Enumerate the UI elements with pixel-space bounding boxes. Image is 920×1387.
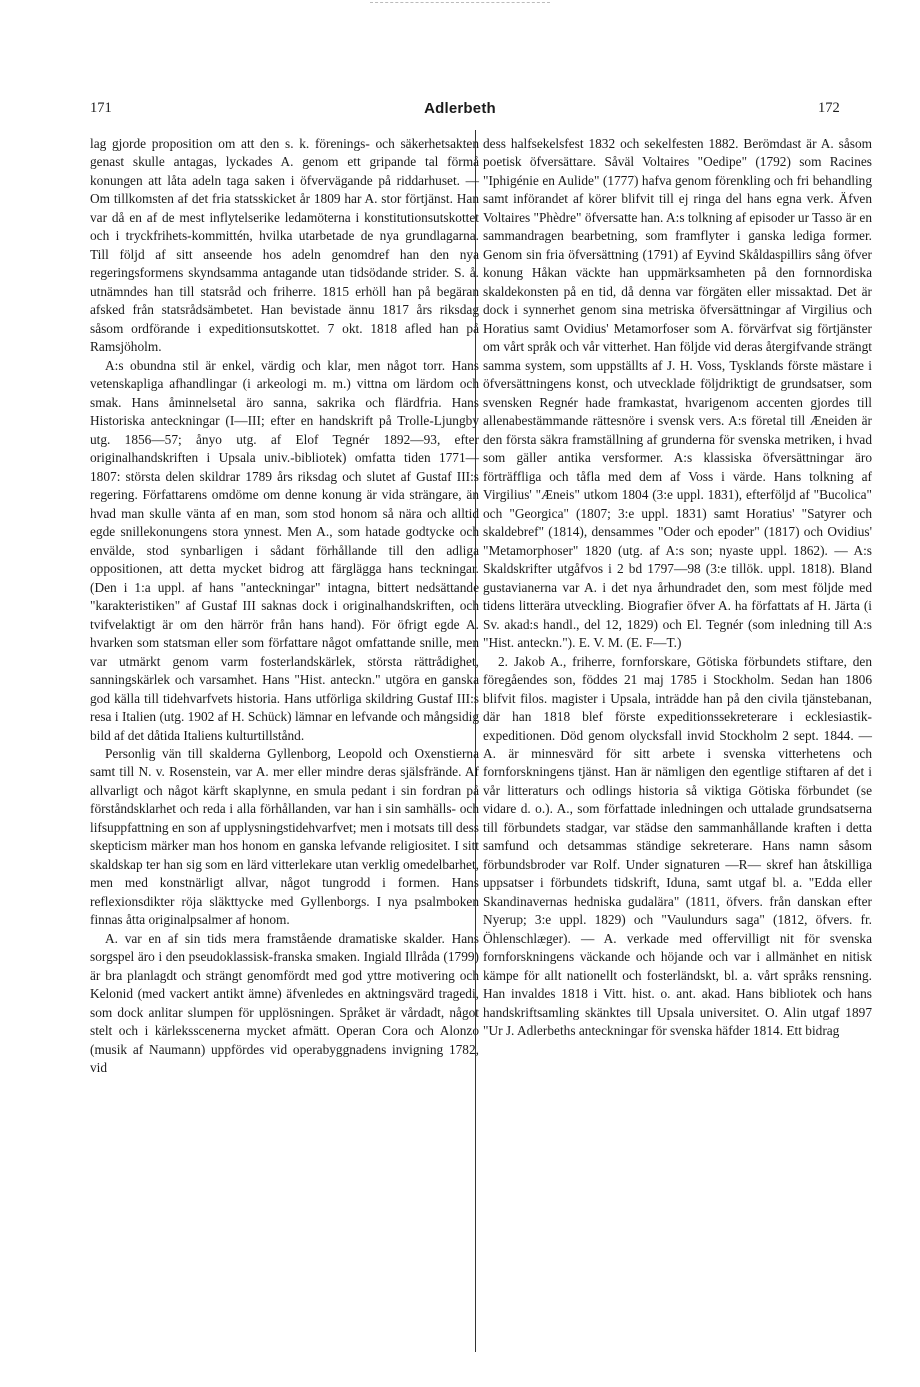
scan-top-edge-mark (370, 2, 550, 3)
running-head: Adlerbeth (424, 100, 496, 117)
paragraph: A:s obundna stil är enkel, värdig och klar, men något torr. Hans vetenskapliga afhandlingar (i arkeologi m. m.) vittna om lärdom och smak. Hans åminnelsetal äro sanna, sakrika och flärdfria. Hans Historiska anteckningar (I—III; efter en handskrift på Trolle-Ljungby utg. 1856—57; ånyo utg. af Elof Tegnér 1892—93, efter originalhandskriften i Upsala univ.-bibliotek) omfatta tiden 1771—1807: största delen skildrar 1789 års riksdag och slutet af Gustaf III:s regering. Författarens omdöme om denne konung är vida strängare, än hvad man skulle vänta af en man, som stod honom så nära och alltid egde snillekonungens stora ynnest. Men A., som hatade godtycke och envälde, stod synbarligen i sådant förhållande till den adliga oppositionen, att detta mycket bidrog att färglägga hans teckningar. (Den i 1:a uppl. af hans "anteckningar" intagna, bittert nedsättande "karakteristiken" af Gustaf III saknas dock i originalhandskriften, och tvifvelaktigt är om den härrör från hans hand). För öfrigt egde A. hvarken som statsman eller som författare något omfattande snille, men var utmärkt genom varm fosterlandskärlek, största rättrådighet, sanningskärlek och varsamhet. Hans "Hist. anteckn." utgöra en ganska god källa till tidehvarfvets historia. Hans utförliga skildring Gustaf III:s resa i Italien (utg. 1902 af H. Schück) lämnar en lefvande och mångsidig bild af det dåtida Italiens kulturtillstånd. (90, 357, 479, 743)
paragraph: A. var en af sin tids mera framstående dramatiske skalder. Hans sorgspel äro i den pseudoklassisk-franska smaken. Ingiald Illråda (1799) är bra planlagdt och strängt genomfördt med god yttre motivering och Kelonid (med vackert antikt ämne) äfvenledes en aktningsvärd tragedi, som dock anlitar slumpen för upplösningen. Språket är vårdadt, något stelt och i kärleksscenerna mycket afmätt. Operan Cora och Alonzo (musik af Naumann) uppfördes vid operabyggnadens invigning 1782, vid (90, 930, 479, 1076)
left-page-number: 171 (90, 100, 112, 116)
right-column (483, 135, 872, 1041)
paragraph: dess halfsekelsfest 1832 och sekelfesten 1882. Berömdast är A. såsom poetisk öfversättare. Såväl Voltaires "Oedipe" (1792) som Racines "Iphigénie en Aulide" (1777) hafva genom förenkling och fri behandling samt införandet af körer blifvit till ej ringa del hans egna verk. Äfven Voltaires "Phèdre" öfversatte han. A:s tolkning af episoder ur Tasso är en sammandragen bearbetning, som framflyter i ganska lediga former. Genom sin fria öfversättning (1791) af Eyvind Skåldaspillirs sång öfver konung Håkan väckte han uppmärksamheten på den fornnordiska skaldekonsten på en tid, då denna var förgäten eller missaktad. Det är dock i synnerhet genom sina metriska öfversättningar af Virgilius och Horatius samt Ovidius' Metamorfoser som A. förvärfvat sig förtjänster om vårt språk och vår vitterhet. Han följde vid deras återgifvande strängt samma system, som uppställts af J. H. Voss, Tysklands förste mästare i öfversättningens konst, och utvecklade följdriktigt de grundsatser, som svensken Regnér hade framkastat, hvarigenom accenten gjordes till allenabestämmande rättesnöre i svensk vers. A:s företal till Æneiden är den första säkra framställning af grunderna för svenska metriken, i hvad som gäller antika versformer. A:s klassiska öfversättningar äro förträffliga och tåfla med dem af Voss i värde. Hans tolkning af Virgilius' "Æneis" utkom 1804 (3:e uppl. 1831), efterföljd af "Bucolica" och "Georgica" (1807; 3:e uppl. 1831) samt Horatius' "Satyrer och skaldebref" (1814), densammes "Oder och epoder" (1817) och Ovidius' "Metamorphoser" 1820 (utg. af A:s son; nyaste uppl. 1862). — A:s Skaldskrifter utgåfvos i 2 bd 1797—98 (3:e tillök. uppl. 1818). Bland gustavianerna var A. i det nya århundradet den, som mest följde med tidens litterära utveckling. Biografier öfver A. ha författats af H. Järta (i Sv. akad:s handl., del 12, 1829) och El. Tegnér (som inledning till A:s "Hist. anteckn."). E. V. M. (E. F—T.) (483, 136, 872, 651)
right-page-number: 172 (818, 100, 840, 116)
paragraph: 2. Jakob A., friherre, fornforskare, Götiska förbundets stiftare, den föregåendes son, föddes 21 maj 1785 i Stockholm. Sedan han 1806 blifvit filos. magister i Upsala, inträdde han på den civila tjänstebanan, där han 1818 blef förste expeditionssekreterare i ecklesiastik-expeditionen. Död genom olycksfall invid Stockholm 2 sept. 1844. — A. är minnesvärd för sitt arbete i svenska vitterhetens och fornforskningens tjänst. Han är nämligen den egentlige stiftaren af det i vår litteraturs och odlings historia så viktiga Götiska förbundet (se vidare d. o.). A., som författade inledningen och uttalade grundsatserna till förbundets stadgar, var städse den sammanhållande kraften i detta samfund och detsammas ständige sekreterare. Hans namn såsom förbundsbroder var Rolf. Under signaturen —R— skref han åtskilliga uppsatser i förbundets tidskrift, Iduna, samt utgaf bl. a. "Edda eller Skandinavernas hedniska gudalära" (1811, öfvers. från danskan efter Nyerup; 3:e uppl. 1829) och "Vaulundurs saga" (1812, öfvers. fr. Öhlenschlæger). — A. verkade med offervilligt nit för svenska fornforskningens väckande och höjande och var i allmänhet en nitisk kämpe för allt nationellt och fosterländskt, bl. a. vårt språks rensning. Han invaldes 1818 i Vitt. hist. o. ant. akad. Hans bibliotek och hans handskriftsamling skänktes till Upsala universitet. O. Alin utgaf 1897 "Ur J. Adlerbeths anteckningar för svenska häfder 1814. Ett bidrag (483, 653, 872, 1039)
paragraph: lag gjorde proposition om att den s. k. förenings- och säkerhetsakten genast skulle antagas, lyckades A. genom ett gripande tal förmå konungen att låta adeln taga saken i öfvervägande på riddarhuset. — Om tillkomsten af det fria statsskicket år 1809 har A. stor förtjänst. Han var då en af de mest inflytelserike ledamöterna i konstitutionsutskottet och i tryckfrihets-kommittén, hvilka utarbetade de nya grundlagarna. Till följd af sitt anseende hos adeln genomdref han den nya regeringsformens skyndsamma antagande utan tidsödande strider. S. å. utnämndes han till statsråd och friherre. 1815 erhöll han på begäran afsked från statsrådsämbetet. Han bevistade ännu 1817 års riksdag såsom ordförande i expeditionsutskottet. 7 okt. 1818 afled han på Ramsjöholm. (90, 136, 479, 355)
left-column (90, 135, 479, 1078)
paragraph: Personlig vän till skalderna Gyllenborg, Leopold och Oxenstierna samt till N. v. Rosenstein, var A. mer eller mindre deras själsfrände. Af allvarligt och något kärft skaplynne, en smula pedant i sin fordran på förståndsklarhet och reda i alla förhållanden, var han i sin samhälls- och lifsuppfattning en son af upplysningstidehvarfvet; men i motsats till dess skepticism märker man hos honom en ganska lefvande religiositet. I sitt skaldskap ter han sig som en lärd vitterlekare utan verklig omedelbarhet, men med konstnärligt allvar, något tungrodd i formen. Hans reflexionsdikter röja släkttycke med Gyllenborgs. I nya psalmboken finnas åtta originalpsalmer af honom. (90, 745, 479, 928)
page-header (0, 100, 920, 124)
